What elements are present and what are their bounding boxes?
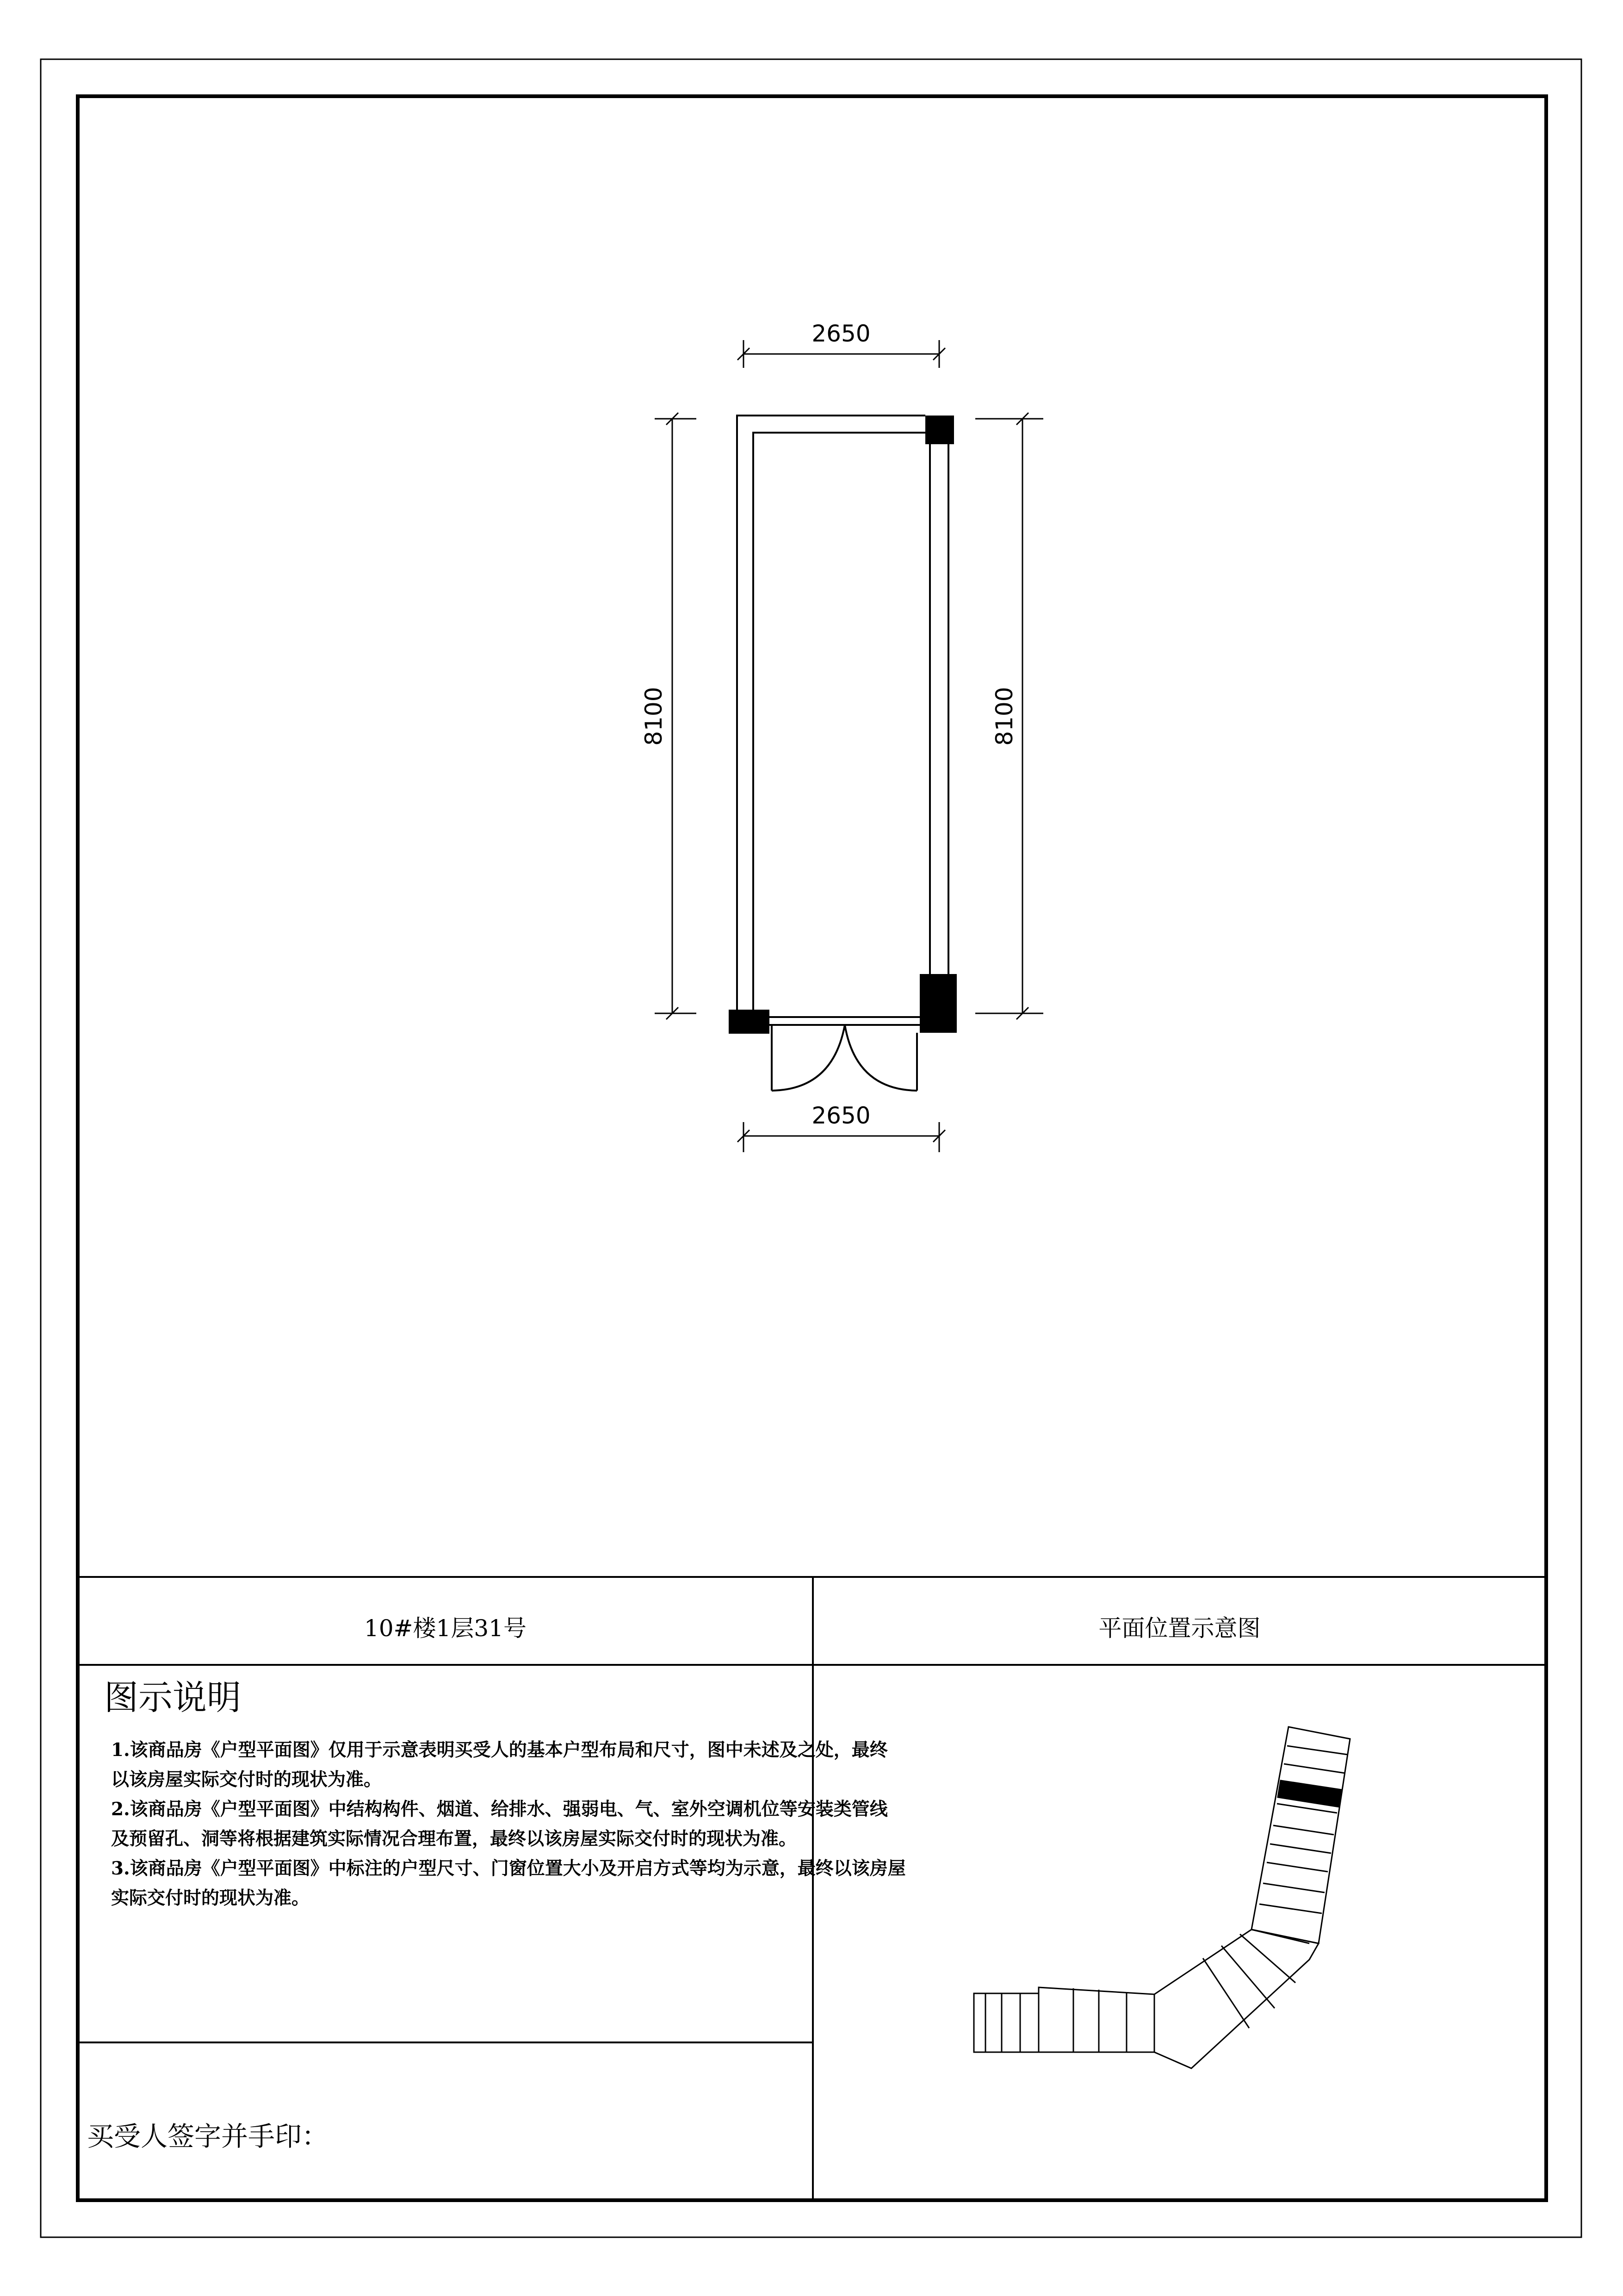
double-door	[772, 1025, 917, 1091]
note-line: 实际交付时的现状为准。	[111, 1887, 310, 1909]
location-label: 平面位置示意图	[1098, 1615, 1261, 1642]
dim-left-label: 8100	[640, 687, 667, 746]
note-line: 1.该商品房《户型平面图》仅用于示意表明买受人的基本户型布局和尺寸，图中未述及之处，最终	[111, 1739, 888, 1761]
wall-inner	[753, 433, 925, 1013]
wall-outer	[737, 416, 925, 1013]
dim-bottom-label: 2650	[812, 1102, 871, 1129]
column-bottom-left	[729, 1010, 769, 1034]
location-key-plan	[974, 1727, 1350, 2068]
highlighted-unit	[1278, 1781, 1342, 1807]
dimension-lines	[655, 340, 1043, 1152]
dim-top-label: 2650	[812, 320, 871, 347]
structural-columns	[729, 416, 957, 1034]
notes-heading: 图示说明	[104, 1678, 241, 1718]
column-bottom-right	[920, 974, 957, 1033]
notes-text	[111, 1735, 906, 1913]
floor-plan	[737, 416, 948, 1025]
note-line: 以该房屋实际交付时的现状为准。	[111, 1769, 382, 1790]
dim-right-label: 8100	[991, 687, 1018, 746]
note-line: 2.该商品房《户型平面图》中结构构件、烟道、给排水、强弱电、气、室外空调机位等安装类管线	[111, 1799, 888, 1820]
signature-label: 买受人签字并手印：	[87, 2121, 329, 2152]
column-top-right	[925, 416, 954, 444]
unit-label: 10#楼1层31号	[364, 1615, 527, 1642]
note-line: 及预留孔、洞等将根据建筑实际情况合理布置，最终以该房屋实际交付时的现状为准。	[111, 1828, 797, 1849]
note-line: 3.该商品房《户型平面图》中标注的户型尺寸、门窗位置大小及开启方式等均为示意，最终以该房屋	[111, 1858, 906, 1879]
